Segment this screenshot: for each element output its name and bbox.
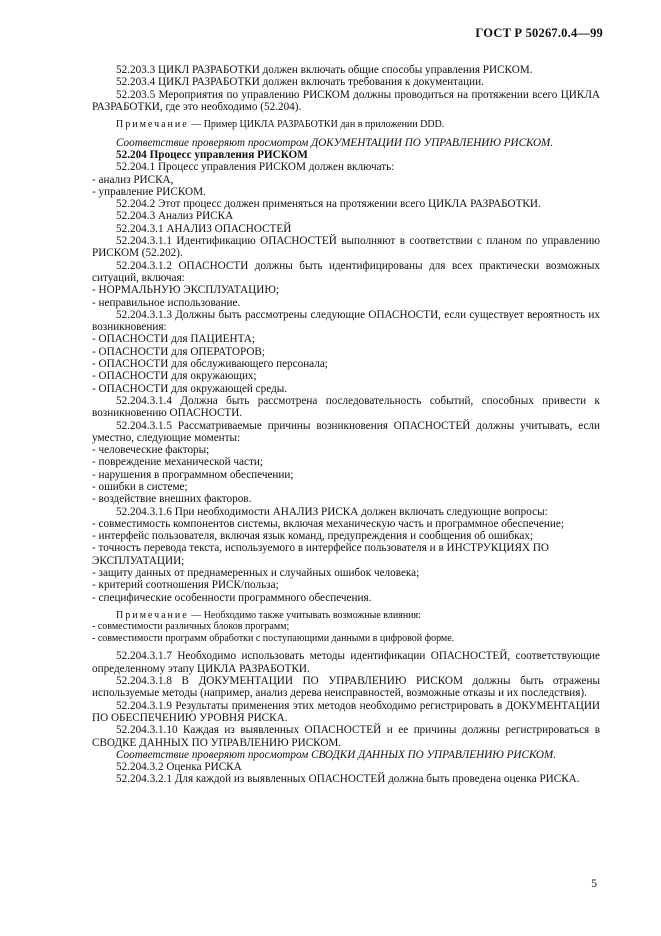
clause-52-204-3-1-4: 52.204.3.1.4 Должна быть рассмотрена последовательность событий, способных привести к возникновению ОПАСНОСТИ. bbox=[92, 394, 600, 420]
compliance-check-2: Соответствие проверяют просмотром СВОДКИ ДАННЫХ ПО УПРАВЛЕНИЮ РИСКОМ. bbox=[116, 748, 557, 761]
note-text: — Необходимо также учитывать возможные влияния: bbox=[188, 609, 421, 621]
clause-52-203-4: 52.203.4 ЦИКЛ РАЗРАБОТКИ должен включать требования к документации. bbox=[116, 76, 484, 89]
list-item: - нарушения в программном обеспечении; bbox=[92, 468, 294, 481]
clause-52-204-3-1-5: 52.204.3.1.5 Рассматриваемые причины возникновения ОПАСНОСТЕЙ должны учитывать, если уместно, следующие моменты: bbox=[92, 419, 600, 444]
list-item: - повреждение механической части; bbox=[92, 456, 263, 469]
note-list-item: - совместимости различных блоков программ; bbox=[92, 621, 290, 633]
clause-52-204-3-1-3: 52.204.3.1.3 Должны быть рассмотрены следующие ОПАСНОСТИ, если существует вероятность их возникновения: bbox=[92, 308, 600, 334]
document-body bbox=[92, 64, 600, 786]
clause-52-204-3-2: 52.204.3.2 Оценка РИСКА bbox=[116, 761, 242, 774]
note-label: Примечание bbox=[116, 609, 189, 621]
note-1 bbox=[92, 119, 600, 131]
list-item: - совместимость компонентов системы, включая механическую часть и программное обеспечение; bbox=[92, 517, 564, 530]
compliance-check-1: Соответствие проверяют просмотром ДОКУМЕНТАЦИИ ПО УПРАВЛЕНИЮ РИСКОМ. bbox=[116, 136, 554, 149]
clause-52-204-1: 52.204.1 Процесс управления РИСКОМ должен включать: bbox=[116, 161, 395, 174]
running-header: ГОСТ Р 50267.0.4—99 bbox=[475, 26, 603, 40]
clause-52-204-3-1-1: 52.204.3.1.1 Идентификацию ОПАСНОСТЕЙ выполняют в соответствии с планом по управлению РИСКОМ (52.202). bbox=[92, 235, 600, 260]
clause-52-204-3-1-2: 52.204.3.1.2 ОПАСНОСТИ должны быть идентифицированы для всех практически возможных ситуаций, включая: bbox=[92, 259, 600, 284]
list-item: - ОПАСНОСТИ для окружающей среды. bbox=[92, 382, 288, 395]
list-item: - ошибки в системе; bbox=[92, 481, 188, 493]
note-list-item: - совместимости программ обработки с поступающими данными в цифровой форме. bbox=[92, 632, 455, 644]
clause-52-204-3-2-1: 52.204.3.2.1 Для каждой из выявленных ОПАСНОСТЕЙ должна быть проведена оценка РИСКА. bbox=[116, 773, 580, 786]
clause-52-204-3-1: 52.204.3.1 АНАЛИЗ ОПАСНОСТЕЙ bbox=[116, 222, 292, 235]
list-item: - НОРМАЛЬНУЮ ЭКСПЛУАТАЦИЮ; bbox=[92, 284, 279, 297]
note-label: Примечание bbox=[116, 119, 189, 131]
clause-52-203-3: 52.203.3 ЦИКЛ РАЗРАБОТКИ должен включать общие способы управления РИСКОМ. bbox=[116, 64, 533, 76]
list-item: - специфические особенности программного обеспечения. bbox=[92, 591, 372, 604]
list-item: - ОПАСНОСТИ для ОПЕРАТОРОВ; bbox=[92, 345, 265, 358]
clause-52-204-3-1-8: 52.204.3.1.8 В ДОКУМЕНТАЦИИ ПО УПРАВЛЕНИЮ РИСКОМ должны быть отражены используемые методы (например, анализ дерева неисправностей, возможные отказы и их последствия). bbox=[92, 675, 600, 700]
list-item: - ОПАСНОСТИ для ПАЦИЕНТА; bbox=[92, 333, 256, 346]
section-heading-52-204: 52.204 Процесс управления РИСКОМ bbox=[116, 148, 308, 161]
page-number: 5 bbox=[591, 878, 597, 890]
list-item: - анализ РИСКА, bbox=[92, 173, 174, 186]
list-item: - защиту данных от преднамеренных и случайных ошибок человека; bbox=[92, 567, 420, 580]
clause-52-204-3-1-9: 52.204.3.1.9 Результаты применения этих методов необходимо регистрировать в ДОКУМЕНТАЦИИ ПО ОБЕСПЕЧЕНИЮ УРОВНЯ РИСКА. bbox=[92, 699, 600, 724]
note-2 bbox=[92, 610, 600, 622]
clause-52-204-3-1-7: 52.204.3.1.7 Необходимо использовать методы идентификации ОПАСНОСТЕЙ, соответствующие определенному этапу ЦИКЛА РАЗРАБОТКИ. bbox=[92, 650, 600, 675]
clause-52-204-3-1-10: 52.204.3.1.10 Каждая из выявленных ОПАСНОСТЕЙ и ее причины должны регистрироваться в СВОДКЕ ДАННЫХ ПО УПРАВЛЕНИЮ РИСКОМ. bbox=[92, 724, 600, 749]
list-item: - неправильное использование. bbox=[92, 296, 241, 309]
list-item: - критерий соотношения РИСК/польза; bbox=[92, 579, 279, 592]
list-item: - воздействие внешних факторов. bbox=[92, 493, 252, 506]
list-item: - человеческие факторы; bbox=[92, 444, 210, 457]
list-item: - управление РИСКОМ. bbox=[92, 185, 206, 198]
list-item: - ОПАСНОСТИ для окружающих; bbox=[92, 370, 257, 383]
note-text: — Пример ЦИКЛА РАЗРАБОТКИ дан в приложении DDD. bbox=[188, 119, 445, 131]
clause-52-203-5: 52.203.5 Мероприятия по управлению РИСКОМ должны проводиться на протяжении всего ЦИКЛА РАЗРАБОТКИ, где это необходимо (52.204). bbox=[92, 88, 600, 113]
list-item: - точность перевода текста, используемого в интерфейсе пользователя и в ИНСТРУКЦИЯХ ПО ЭКСПЛУАТАЦИИ; bbox=[92, 542, 549, 567]
list-item: - интерфейс пользователя, включая язык команд, предупреждения и сообщения об ошибках; bbox=[92, 530, 534, 543]
clause-52-204-3: 52.204.3 Анализ РИСКА bbox=[116, 210, 234, 223]
list-item: - ОПАСНОСТИ для обслуживающего персонала; bbox=[92, 358, 328, 371]
clause-52-204-2: 52.204.2 Этот процесс должен применяться на протяжении всего ЦИКЛА РАЗРАБОТКИ. bbox=[116, 198, 541, 211]
clause-52-204-3-1-6: 52.204.3.1.6 При необходимости АНАЛИЗ РИСКА должен включать следующие вопросы: bbox=[116, 505, 548, 518]
